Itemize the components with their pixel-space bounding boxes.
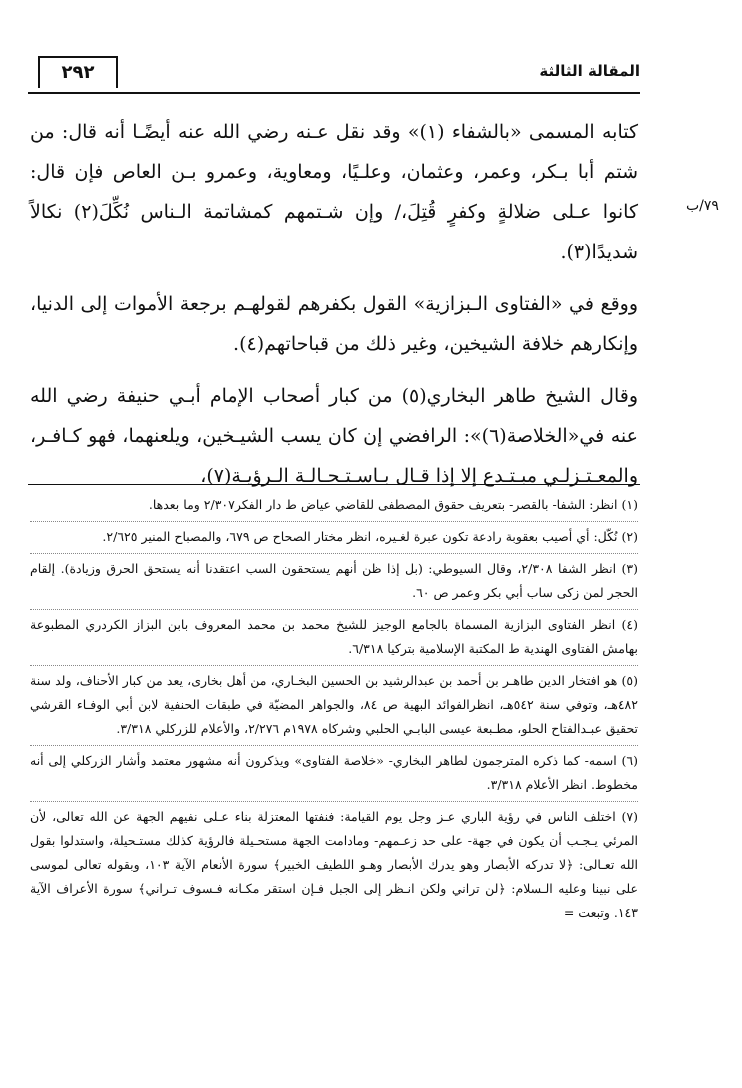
page-number: ٢٩٢: [38, 56, 118, 88]
footnote: (٢) نُكّل: أي أصيب بعقوبة رادعة تكون عبرة لغـيره، انظر مختار الصحاح ص ٦٧٩، والمصباح المنير ٢/٦٢٥.: [30, 522, 638, 554]
margin-folio-note: ٧٩/ب: [686, 198, 719, 214]
footnote: (٦) اسمه- كما ذكره المترجمون لطاهر البخاري- «خلاصة الفتاوى» ويذكرون أنه مشهور معتمد وأشار الزركلي إلى أنه مخطوط. انظر الأعلام ٣/٣١٨.: [30, 746, 638, 802]
paragraph: ووقع في «الفتاوى الـبزازية» القول بكفرهم لقولهـم برجعة الأموات إلى الدنيا، وإنكارهم خلافة الشيخين، وغير ذلك من قباحاتهم(٤).: [30, 293, 638, 355]
chapter-title: المقالة الثالثة: [539, 62, 640, 80]
main-text: [30, 112, 638, 508]
footnote: (٣) انظر الشفا ٢/٣٠٨، وقال السيوطي: (بل إذا ظن أنهم يستحقون السب اعتقدنا أنه يستحق الحرق وزيادة). إلقام الحجر لمن زكى ساب أبي بكر وعمر ص ٦٠.: [30, 554, 638, 610]
paragraph: وقال الشيخ طاهر البخاري(٥) من كبار أصحاب الإمام أبـي حنيفة رضي الله عنه في«الخلاصة(٦)»: الرافضي إن كان يسب الشيـخين، ويلعنهما، فهو كـافـر، والمعـتـزلـي مبـتـدع إلا إذا قـال بـاسـتـحـالـة الـرؤيـة(٧)،: [30, 385, 639, 487]
footnote: (٥) هو افتخار الدين طاهـر بن أحمد بن عبدالرشيد بن الحسين البخـاري، من أهل بخارى، يعد من كبار الأحناف، ولد سنة ٤٨٢هـ، وتوفي سنة ٥٤٢هـ، انظرالفوائد البهية ص ٨٤، والجواهر المضيّة في طبقات الحنفية لابن أبي الوفـاء القرشي تحقيق عبـدالفتاح الحلو، مطـبعة عيسى البابـي الحلبي وشركاه ١٩٧٨م ٢/٢٧٦، والأعلام للزركلي ٣/٣١٨.: [30, 666, 638, 746]
footnotes: [30, 490, 638, 929]
footnote-separator: [28, 484, 640, 485]
page-header: [28, 56, 640, 94]
footnote: (٧) اختلف الناس في رؤية الباري عـز وجل يوم القيامة: فنفتها المعتزلة بناء عـلى نفيهم الجهة عن الله تعالى، لأن المرئي يـجـب أن يكون في جهة- على حد زعـمهم- ومادامت الجهة مستحـيلة فالرؤية كذلك مستـحيلة، واستدلوا بقول الله تعـالى: ﴿لا تدركه الأبصار وهو يدرك الأبصار وهـو اللطيف الخبير﴾ سورة الأنعام الآية ١٠٣، وبقوله تعالى لموسى على نبينا وعليه الـسلام: ﴿لن تراني ولكن انـظر إلى الجبل فـإن استقر مكـانه فـسوف تـراني﴾ سورة الأعراف الآية ١٤٣. وتبعت =: [30, 809, 638, 920]
footnote: (٤) انظر الفتاوى البزازية المسماة بالجامع الوجيز للشيخ محمد بن محمد المعروف بابن البزاز الكردري المطبوعة بهامش الفتاوى الهندية ط المكتبة الإسلامية بتركيا ٦/٣١٨.: [30, 610, 638, 666]
footnote: (١) انظر: الشفا- بالقصر- بتعريف حقوق المصطفى للقاضي عياض ط دار الفكر٢/٣٠٧ وما بعدها.: [30, 490, 638, 522]
paragraph: كتابه المسمى «بالشفاء (١)» وقد نقل عـنه رضي الله عنه أيضًـا أنه قال: من شتم أبا بـكر، وعمر، وعثمان، وعلـيًا، ومعاوية، وعمرو بـن العاص فإن قال: كانوا عـلى ضلالةٍ وكفرٍ قُتِلَ،/ وإن شـتمهم كمشاتمة الـناس نُكِّلَ(٢) نكالاً شديدًا(٣).: [30, 121, 639, 263]
